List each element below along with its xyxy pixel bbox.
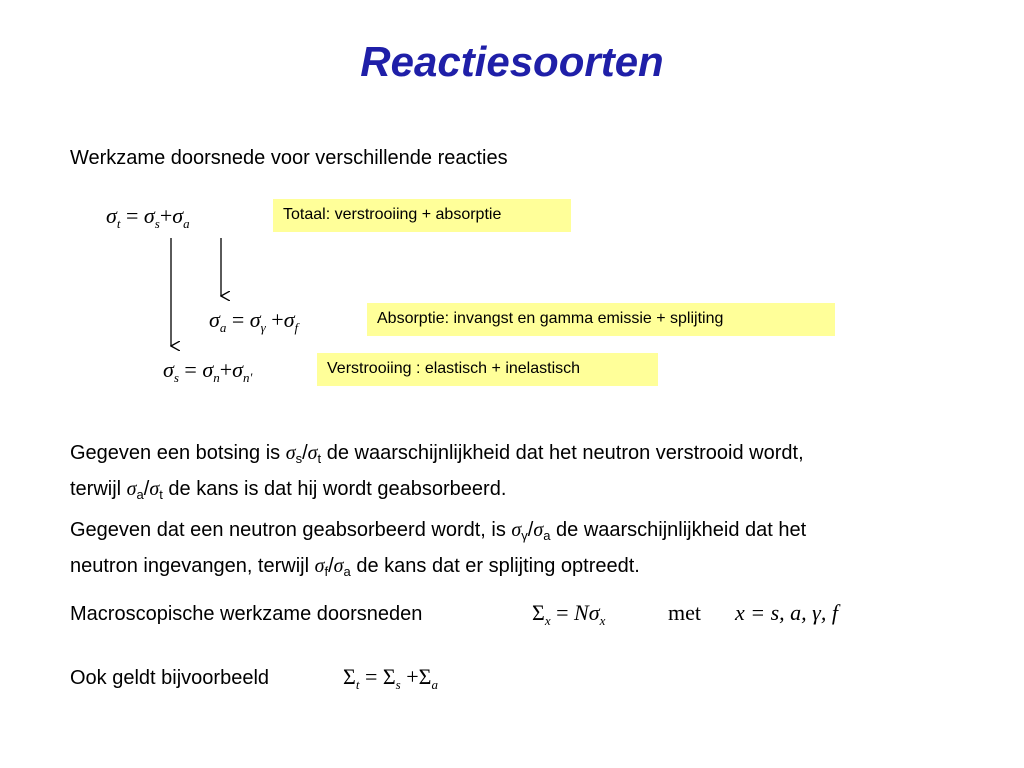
text-segment: Gegeven dat een neutron geabsorbeerd wordt, is [70, 519, 512, 541]
sigma-symbol: σ [249, 307, 261, 332]
sigma-symbol: σ [533, 519, 544, 541]
subscript: f [294, 320, 299, 335]
paragraph-line [70, 438, 804, 474]
slide-title: Reactiesoorten [360, 38, 664, 85]
sigma-symbol: σ [143, 203, 155, 228]
paragraph-line [70, 515, 806, 551]
equals-sign: = [184, 357, 197, 382]
subscript: x [544, 613, 551, 628]
sigma-symbol: σ [232, 357, 243, 382]
plus-sign: + [271, 307, 284, 332]
met-word: met [668, 600, 701, 625]
equals-sign: = [556, 600, 569, 625]
subscript: a [343, 564, 351, 579]
sigma-symbol: σ [588, 600, 600, 625]
text-segment: de waarschijnlijkheid dat het [550, 519, 807, 541]
capital-sigma-symbol: Σ [532, 600, 545, 625]
sigma-symbol: σ [285, 442, 296, 464]
sigma-symbol: σ [202, 357, 214, 382]
subscript: n [213, 370, 220, 385]
capital-sigma-symbol: Σ [418, 664, 432, 689]
subscript: γ [521, 528, 528, 543]
sigma-symbol: σ [333, 555, 344, 577]
equals-sign: = [231, 307, 245, 332]
text-segment: de kans dat er splijting optreedt. [350, 555, 640, 577]
text-segment: de waarschijnlijkheid dat het neutron verstrooid wordt, [321, 442, 804, 464]
paragraph-collision [70, 438, 804, 510]
equals-sign: = [125, 203, 139, 228]
scattering-equation [163, 357, 252, 386]
slash: / [527, 519, 534, 541]
subscript: a [136, 487, 144, 502]
subscript: a [219, 320, 227, 335]
subscript: γ [260, 320, 266, 335]
subscript: t [317, 451, 322, 466]
also-label: Ook geldt bijvoorbeeld [70, 667, 270, 689]
arrows-diagram [160, 235, 240, 355]
macro-condition: x = s, a, γ, f [735, 600, 838, 625]
sigma-symbol: σ [314, 555, 325, 577]
text-segment: terwijl [70, 478, 127, 500]
subscript: s [173, 370, 179, 385]
intro-text: Werkzame doorsnede voor verschillende reacties [70, 147, 508, 169]
absorption-label-box: Absorptie: invangst en gamma emissie + splijting [367, 303, 835, 336]
sigma-symbol: σ [163, 357, 174, 382]
plus-sign: + [159, 203, 173, 228]
total-equation [106, 203, 190, 232]
sigma-symbol: σ [511, 519, 522, 541]
sigma-symbol: σ [106, 203, 117, 228]
text-segment: neutron ingevangen, terwijl [70, 555, 315, 577]
macro-equation [532, 600, 605, 629]
subscript: t [159, 487, 163, 502]
sigma-symbol: σ [149, 478, 160, 500]
capital-sigma-symbol: Σ [382, 664, 396, 689]
slash: / [143, 478, 150, 500]
subscript: s [295, 451, 303, 466]
subscript: a [183, 216, 190, 231]
text-segment: de kans is dat hij wordt geabsorbeerd. [162, 478, 507, 500]
paragraph-absorption [70, 515, 806, 587]
sigma-symbol: σ [283, 307, 295, 332]
slash: / [302, 442, 308, 464]
subscript: s [154, 216, 160, 231]
subscript: n' [242, 370, 253, 385]
total-label-box: Totaal: verstrooiing + absorptie [273, 199, 571, 232]
paragraph-line [70, 474, 804, 510]
plus-sign: + [406, 664, 419, 689]
plus-sign: + [219, 357, 233, 382]
text-segment: Gegeven een botsing is [70, 442, 286, 464]
sigma-symbol: σ [126, 478, 137, 500]
absorption-equation [209, 307, 298, 336]
subscript: a [431, 677, 438, 692]
paragraph-line [70, 551, 806, 587]
n-symbol: N [574, 600, 589, 625]
equals-sign: = [364, 664, 378, 689]
subscript: t [355, 677, 360, 692]
slash: / [328, 555, 334, 577]
subscript: x [599, 613, 606, 628]
macro-label: Macroscopische werkzame doorsneden [70, 603, 423, 625]
sigma-symbol: σ [209, 307, 220, 332]
capital-sigma-symbol: Σ [343, 664, 356, 689]
subscript: t [116, 216, 121, 231]
subscript: f [324, 564, 329, 579]
subscript: a [543, 528, 551, 543]
scattering-label-box: Verstrooiing : elastisch + inelastisch [317, 353, 658, 386]
sigma-symbol: σ [307, 442, 318, 464]
subscript: s [395, 677, 401, 692]
also-equation [343, 664, 438, 693]
sigma-symbol: σ [172, 203, 184, 228]
